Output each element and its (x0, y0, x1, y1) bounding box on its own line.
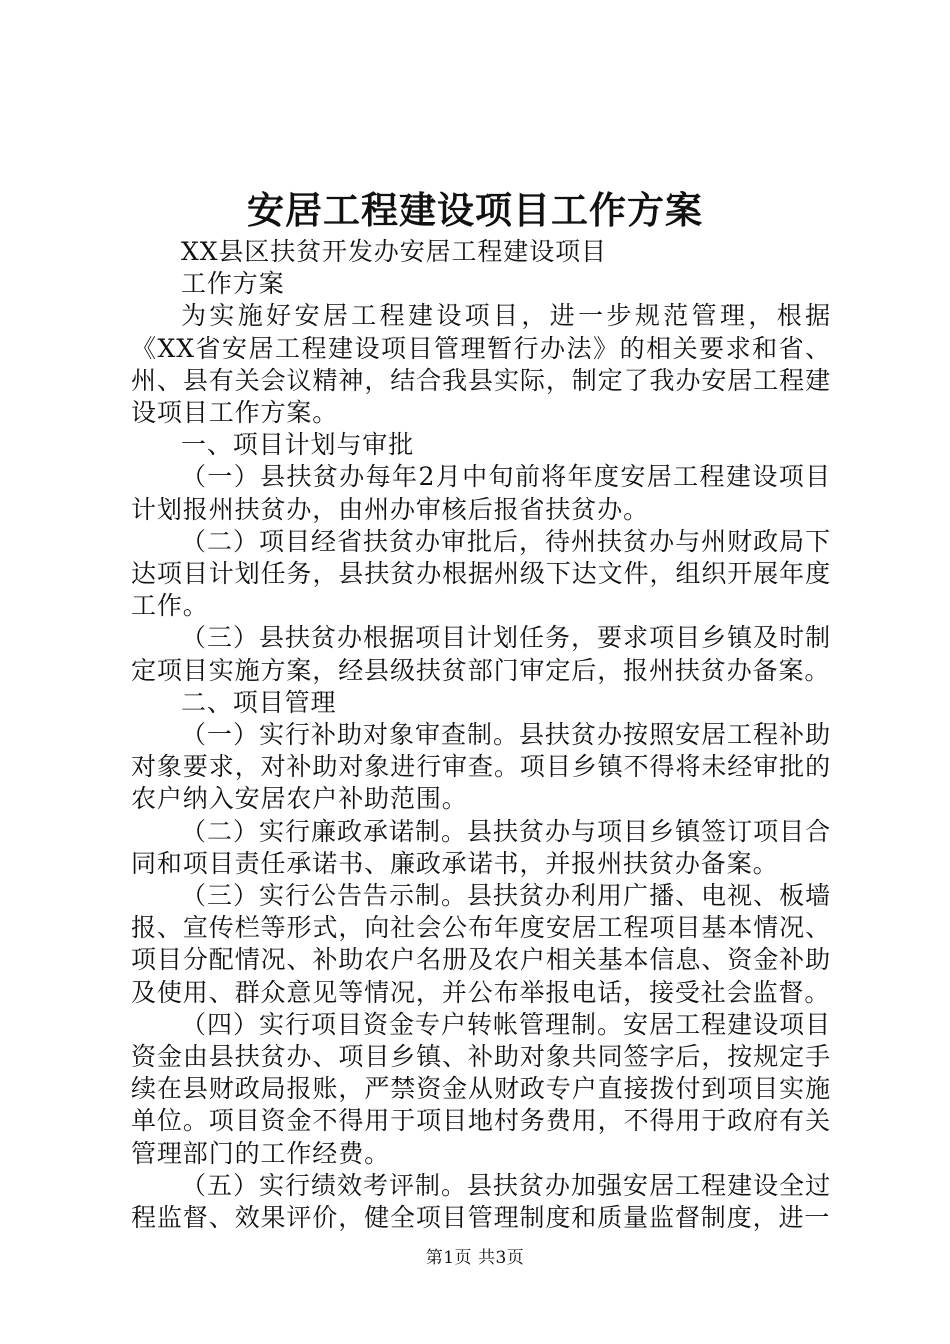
section-heading: 一、项目计划与审批 (181, 430, 415, 460)
paragraph: （三）县扶贫办根据项目计划任务，要求项目乡镇及时制定项目实施方案，经县级扶贫部门审定后，报州扶贫办备案。 (131, 623, 831, 685)
paragraph: （二）项目经省扶贫办审批后，待州扶贫办与州财政局下达项目计划任务，县扶贫办根据州级下达文件，组织开展年度工作。 (131, 526, 831, 621)
paragraph: （一）实行补助对象审查制。县扶贫办按照安居工程补助对象要求，对补助对象进行审查。项目乡镇不得将未经审批的农户纳入安居农户补助范围。 (131, 720, 831, 814)
paragraph: （三）实行公告告示制。县扶贫办利用广播、电视、板墙报、宣传栏等形式，向社会公布年度安居工程项目基本情况、项目分配情况、补助农户名册及农户相关基本信息、资金补助及使用、群众意见等情况，并公布举报电话，接受社会监督。 (131, 881, 831, 1007)
paragraph: （二）实行廉政承诺制。县扶贫办与项目乡镇签订项目合同和项目责任承诺书、廉政承诺书，并报州扶贫办备案。 (131, 816, 831, 878)
paragraph: XX县区扶贫开发办安居工程建设项目 (181, 237, 607, 266)
paragraph: 为实施好安居工程建设项目，进一步规范管理，根据《XX省安居工程建设项目管理暂行办法》的相关要求和省、州、县有关会议精神，结合我县实际，制定了我办安居工程建设项目工作方案。 (131, 301, 831, 428)
paragraph: （五）实行绩效考评制。县扶贫办加强安居工程建设全过程监督、效果评价，健全项目管理制度和质量监督制度，进一 (131, 1170, 831, 1233)
paragraph: （一）县扶贫办每年2月中旬前将年度安居工程建设项目计划报州扶贫办，由州办审核后报省扶贫办。 (131, 462, 831, 524)
document-body (131, 236, 831, 1234)
document-title: 安居工程建设项目工作方案 (247, 188, 703, 232)
section-heading: 二、项目管理 (181, 687, 337, 717)
paragraph: （四）实行项目资金专户转帐管理制。安居工程建设项目资金由县扶贫办、项目乡镇、补助对象共同签字后，按规定手续在县财政局报账，严禁资金从财政专户直接拨付到项目实施单位。项目资金不得用于项目地村务费用，不得用于政府有关管理部门的工作经费。 (131, 1009, 831, 1168)
paragraph: 工作方案 (181, 269, 285, 299)
page-footer: 第1页 共3页 (425, 1248, 525, 1268)
